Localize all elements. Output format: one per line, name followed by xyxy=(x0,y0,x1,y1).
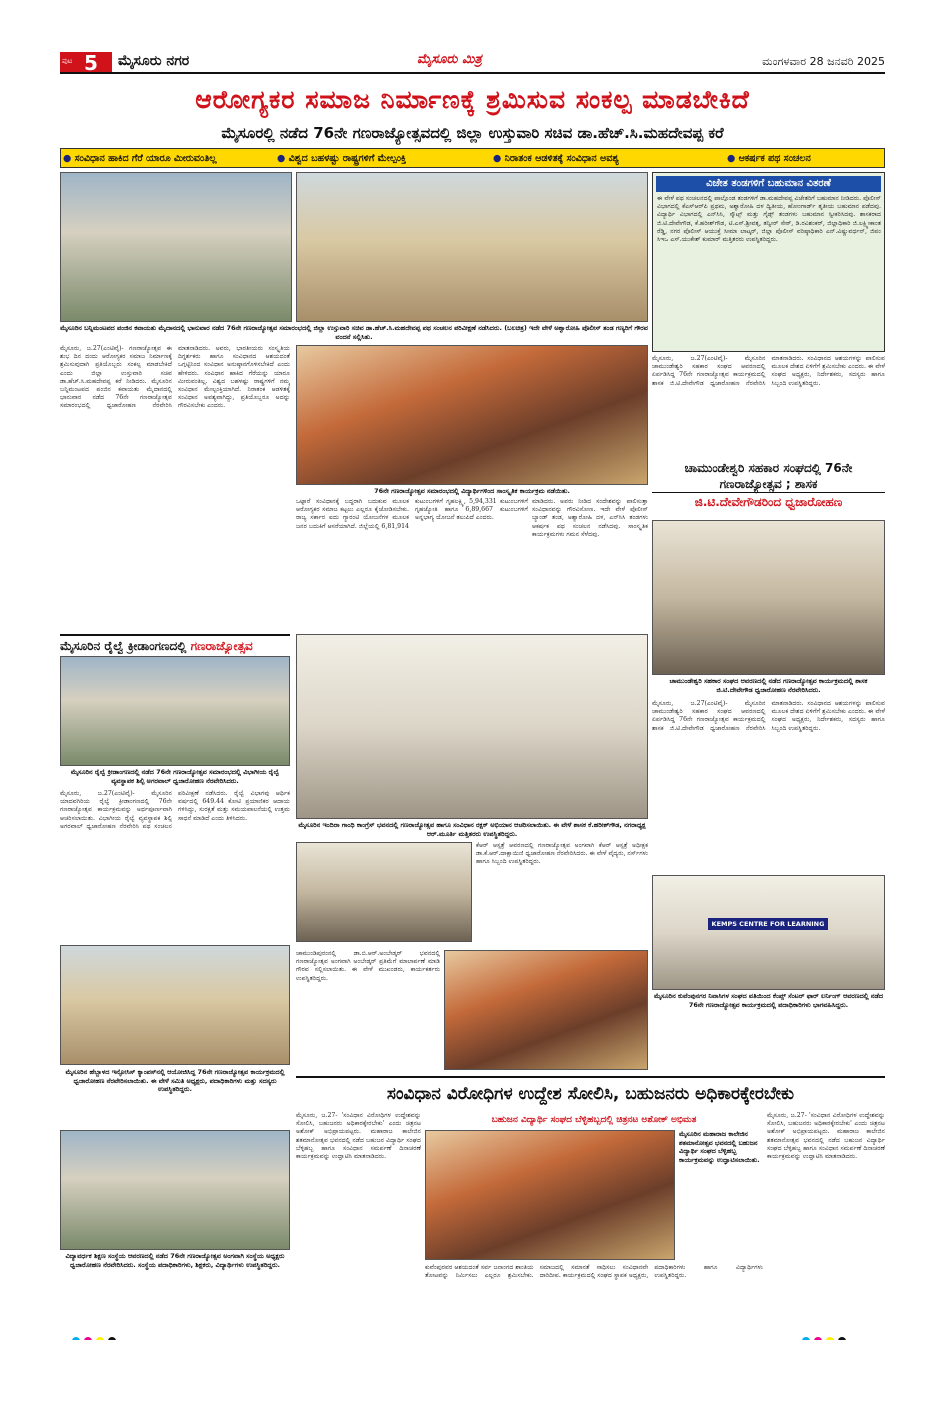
awards-title: ವಿಜೇತ ತಂಡಗಳಿಗೆ ಬಹುಮಾನ ವಿತರಣೆ xyxy=(656,176,881,192)
lead-headline: ಆರೋಗ್ಯಕರ ಸಮಾಜ ನಿರ್ಮಾಣಕ್ಕೆ ಶ್ರಮಿಸುವ ಸಂಕಲ್ಪ ಮಾಡಬೇಕಿದೆ xyxy=(195,85,750,114)
chamundeshwari-caption: ಚಾಮುಂಡೇಶ್ವರಿ ಸಹಕಾರ ಸಂಘದ ಆವರಣದಲ್ಲಿ ನಡೆದ ಗಣರಾಜ್ಯೋತ್ಸವ ಕಾರ್ಯಕ್ರಮದಲ್ಲಿ ಶಾಸಕ ಜಿ.ಟಿ.ದೇವೇಗೌಡ ಧ್ವಜಾರೋಹಣ ನೆರವೇರಿಸಿದರು. xyxy=(669,677,868,694)
railway-headline xyxy=(60,634,290,654)
bullet-dot-icon: ● xyxy=(727,153,736,164)
photo-horse-parade xyxy=(296,172,648,322)
photo-campus-group xyxy=(60,945,290,1065)
railway-headline-red: ಗಣರಾಜ್ಯೋತ್ಸವ xyxy=(190,639,253,653)
chamundeshwari-headline-black: ಚಾಮುಂಡೇಶ್ವರಿ ಸಹಕಾರ ಸಂಘದಲ್ಲಿ 76ನೇ ಗಣರಾಜ್ಯೋತ್ಸವ ; ಶಾಸಕ xyxy=(684,461,853,491)
kemps-caption: ಮೈಸೂರಿನ ಕುವೆಂಪುನಗರ ನಿವಾಸಿಗಳ ಸಂಘದ ವತಿಯಿಂದ ಕೆಂಪ್ಸ್ ಸೆಂಟರ್ ಫಾರ್ ಲರ್ನಿಂಗ್ ಆವರಣದಲ್ಲಿ ನಡೆದ 76ನೇ ಗಣರಾಜ್ಯೋತ್ಸವ ಕಾರ್ಯಕ್ರಮದಲ್ಲಿ ಪದಾಧಿಕಾರಿಗಳು ಭಾಗವಹಿಸಿದ್ದರು. xyxy=(653,992,884,1009)
kemps-sign: KEMPS CENTRE FOR LEARNING xyxy=(708,918,828,930)
bullet-item: ● ನಿರಾತಂಕ ಆಡಳಿತಕ್ಕೆ ಸಂವಿಧಾನ ಅವಶ್ಯ xyxy=(493,153,619,164)
section-title: ಮೈಸೂರು ನಗರ xyxy=(118,53,190,69)
masthead: ಮೈಸೂರು ಮಿತ್ರ xyxy=(417,52,482,67)
chamundeshwari-body: ಮೈಸೂರು, ಜ.27(ಎಂಟಿವೈ)- ಮೈಸೂರಿನ ಚಾಮುಂಡೇಶ್ವರಿ ಸಹಕಾರ ಸಂಘದ ಆವರಣದಲ್ಲಿ ಏರ್ಪಡಿಸಿದ್ದ 76ನೇ ಗಣರಾಜ್ಯೋತ್ಸವ ಕಾರ್ಯಕ್ರಮದಲ್ಲಿ ಶಾಸಕ ಜಿ.ಟಿ.ದೇವೇಗೌಡ ಧ್ವಜಾರೋಹಣ ನೆರವೇರಿಸಿ ಮಾತನಾಡಿದರು. ಸಂವಿಧಾನದ ಆಶಯಗಳನ್ನು ಪಾಲಿಸುವ ಮೂಲಕ ದೇಶದ ಏಳಿಗೆಗೆ ಶ್ರಮಿಸಬೇಕು ಎಂದರು. ಈ ವೇಳೆ ಸಂಘದ ಅಧ್ಯಕ್ಷರು, ನಿರ್ದೇಶಕರು, ಸದಸ್ಯರು ಹಾಗೂ ಸಿಬ್ಬಂದಿ ಉಪಸ್ಥಿತರಿದ್ದರು. xyxy=(652,700,885,732)
bullet-strip xyxy=(60,148,885,168)
hospital-text: ಕೆಆರ್ ಆಸ್ಪತ್ರೆ ಆವರಣದಲ್ಲಿ ಗಣರಾಜ್ಯೋತ್ಸವ ಅಂಗವಾಗಿ ಕೆಆರ್ ಆಸ್ಪತ್ರೆ ಅಧೀಕ್ಷಕ ಡಾ.ಕೆ.ಆರ್.ದಾಕ್ಷಾಯಿಣಿ ಧ್ವಜಾರೋಹಣ ನೆರವೇರಿಸಿದರು. ಈ ವೇಳೆ ವೈದ್ಯರು, ನರ್ಸ್‌ಗಳು ಹಾಗೂ ಸಿಬ್ಬಂದಿ ಉಪಸ್ಥಿತರಿದ್ದರು. xyxy=(476,842,648,866)
bullet-dot-icon: ● xyxy=(63,153,72,164)
cultural-caption: 76ನೇ ಗಣರಾಜ್ಯೋತ್ಸವ ಸಮಾರಂಭದಲ್ಲಿ ವಿದ್ಯಾರ್ಥಿಗಳಿಂದ ಸಾಂಸ್ಕೃತಿಕ ಕಾರ್ಯಕ್ರಮ ನಡೆಯಿತು. xyxy=(374,487,570,495)
awards-body: ಈ ವೇಳೆ ಪಥ ಸಂಚಲನದಲ್ಲಿ ಪಾಲ್ಗೊಂಡ ತಂಡಗಳಿಗೆ ಡಾ.ಮಹದೇವಪ್ಪ ವಿಜೇತರಿಗೆ ಬಹುಮಾನ ನೀಡಿದರು. ಪೊಲೀಸ್ ವಿಭಾಗದಲ್ಲಿ ಕೆಎಸ್‌ಆರ್‌ಪಿ ಪ್ರಥಮ, ಅಶ್ವಾರೋಹಿ ದಳ ದ್ವಿತೀಯ, ಹೋಂಗಾರ್ಡ್ ತೃತೀಯ ಬಹುಮಾನ ಪಡೆದವು. ವಿದ್ಯಾರ್ಥಿ ವಿಭಾಗದಲ್ಲಿ ಎನ್‌ಸಿಸಿ, ಸ್ಕೌಟ್ಸ್ ಮತ್ತು ಗೈಡ್ಸ್ ತಂಡಗಳು ಬಹುಮಾನ ಸ್ವೀಕರಿಸಿದವು. ಶಾಸಕರಾದ ಜಿ.ಟಿ.ದೇವೇಗೌಡ, ಕೆ.ಹರೀಶ್‌ಗೌಡ, ಟಿ.ಎಸ್.ಶ್ರೀವತ್ಸ, ತನ್ವೀರ್ ಸೇಠ್, ಡಿ.ರವಿಶಂಕರ್, ಜಿಲ್ಲಾಧಿಕಾರಿ ಜಿ.ಲಕ್ಷ್ಮೀಕಾಂತ ರೆಡ್ಡಿ, ನಗರ ಪೊಲೀಸ್ ಆಯುಕ್ತೆ ಸೀಮಾ ಲಾಟ್ಕರ್, ಜಿಲ್ಲಾ ಪೊಲೀಸ್ ವರಿಷ್ಠಾಧಿಕಾರಿ ಎನ್.ವಿಷ್ಣುವರ್ಧನ್, ಜಿಪಂ ಸಿಇಒ ಎಸ್.ಯುಕೇಶ್ ಕುಮಾರ್ ಮತ್ತಿತರರು ಉಪಸ್ಥಿತರಿದ್ದರು. xyxy=(657,195,881,244)
photo-kemps-centre xyxy=(652,875,885,990)
registration-marks-right xyxy=(800,1330,880,1340)
photo-ashok-event xyxy=(425,1130,675,1260)
bullet-dot-icon: ● xyxy=(277,153,286,164)
bullet-item: ● ಆಕರ್ಷಕ ಪಥ ಸಂಚಲನ xyxy=(727,153,811,164)
page-number-box xyxy=(60,52,112,72)
photo-ambedkar-tribute xyxy=(444,950,648,1070)
bullet-item: ● ಸಂವಿಧಾನ ಹಾಕಿದ ಗೆರೆ ಯಾರೂ ಮೀರುವಂತಿಲ್ಲ xyxy=(63,153,217,164)
ambedkar-text: ಚಾಮುಂಡಿಪುರಂನಲ್ಲಿ ಡಾ.ಬಿ.ಆರ್.ಅಂಬೇಡ್ಕರ್ ಭವನದಲ್ಲಿ ಗಣರಾಜ್ಯೋತ್ಸವ ಅಂಗವಾಗಿ ಅಂಬೇಡ್ಕರ್ ಪ್ರತಿಮೆಗೆ ಮಾಲಾರ್ಪಣೆ ಮಾಡಿ ಗೌರವ ಸಲ್ಲಿಸಲಾಯಿತು. ಈ ವೇಳೆ ಮುಖಂಡರು, ಕಾರ್ಯಕರ್ತರು ಉಪಸ್ಥಿತರಿದ್ದರು. xyxy=(296,950,440,982)
page-label: ಪುಟ xyxy=(62,57,73,65)
bottom-headline: ಸಂವಿಧಾನ ವಿರೋಧಿಗಳ ಉದ್ದೇಶ ಸೋಲಿಸಿ, ಬಹುಜನರು ಅಧಿಕಾರಕ್ಕೇರಬೇಕು xyxy=(296,1076,885,1108)
bottom-body-mid: ಕುವೆಂಪುರವರ ಆಶಯದಂತೆ ಸರ್ವ ಜನಾಂಗದ ಶಾಂತಿಯ ತೋಟವನ್ನು ನಿರ್ಮಿಸಲು ಎಲ್ಲರೂ ಶ್ರಮಿಸಬೇಕು. ಸಮಾಜದಲ್ಲಿ ಸಮಾನತೆ ಸಾಧಿಸಲು ಸಂವಿಧಾನವೇ ದಾರಿದೀಪ. ಕಾರ್ಯಕ್ರಮದಲ್ಲಿ ಸಂಘದ ಸ್ಥಾಪಕ ಅಧ್ಯಕ್ಷರು, ಪದಾಧಿಕಾರಿಗಳು ಹಾಗೂ ವಿದ್ಯಾರ್ಥಿಗಳು ಉಪಸ್ಥಿತರಿದ್ದರು. xyxy=(425,1264,763,1280)
railway-caption: ಮೈಸೂರಿನ ರೈಲ್ವೆ ಕ್ರೀಡಾಂಗಣದಲ್ಲಿ ನಡೆದ 76ನೇ ಗಣರಾಜ್ಯೋತ್ಸವ ಸಮಾರಂಭದಲ್ಲಿ ವಿಭಾಗೀಯ ರೈಲ್ವೆ ವ್ಯವಸ್ಥಾಪಕ ಶಿಲ್ಪಿ ಅಗರವಾಲ್ ಧ್ವಜಾರೋಹಣ ನೆರವೇರಿಸಿದರು. xyxy=(70,768,280,785)
campus-caption: ಮೈಸೂರಿನ ಹೆಬ್ಬಾಳದ ಇನ್ಫೋಸಿಸ್ ಕ್ಯಾಂಪಸ್‌ನಲ್ಲಿ ಆಯೋಜಿಸಿದ್ದ 76ನೇ ಗಣರಾಜ್ಯೋತ್ಸವ ಕಾರ್ಯಕ್ರಮದಲ್ಲಿ ಧ್ವಜಾರೋಹಣ ನೆರವೇರಿಸಲಾಯಿತು. ಈ ವೇಳೆ ಸಮಿತಿ ಅಧ್ಯಕ್ಷರು, ಪದಾಧಿಕಾರಿಗಳು ಮತ್ತು ಸದಸ್ಯರು ಉಪಸ್ಥಿತರಿದ್ದರು. xyxy=(65,1068,285,1093)
railway-body: ಮೈಸೂರು, ಜ.27(ಎಂಟಿವೈ)- ಮೈಸೂರಿನ ಯಾದವಗಿರಿಯ ರೈಲ್ವೆ ಕ್ರೀಡಾಂಗಣದಲ್ಲಿ 76ನೇ ಗಣರಾಜ್ಯೋತ್ಸವ ಕಾರ್ಯಕ್ರಮವನ್ನು ಅರ್ಥಪೂರ್ಣವಾಗಿ ಆಚರಿಸಲಾಯಿತು. ವಿಭಾಗೀಯ ರೈಲ್ವೆ ವ್ಯವಸ್ಥಾಪಕ ಶಿಲ್ಪಿ ಅಗರವಾಲ್ ಧ್ವಜಾರೋಹಣ ನೆರವೇರಿಸಿ ಪಥ ಸಂಚಲನ ಪರಿವೀಕ್ಷಣೆ ನಡೆಸಿದರು. ರೈಲ್ವೆ ವಿಭಾಗವು ಆರ್ಥಿಕ ವರ್ಷದಲ್ಲಿ 649.44 ಕೋಟಿ ಪ್ರಯಾಣಿಕರ ಆದಾಯ ಗಳಿಸಿದ್ದು, ಸುರಕ್ಷತೆ ಮತ್ತು ಸಮಯಪಾಲನೆಯಲ್ಲಿ ಉತ್ತಮ ಸಾಧನೆ ಮಾಡಿದೆ ಎಂದು ತಿಳಿಸಿದರು. xyxy=(60,790,290,830)
congress-caption: ಮೈಸೂರಿನ ಇಂದಿರಾ ಗಾಂಧಿ ಕಾಂಗ್ರೆಸ್ ಭವನದಲ್ಲಿ ಗಣರಾಜ್ಯೋತ್ಸವ ಹಾಗೂ ಸಂವಿಧಾನ ರಕ್ಷಕ್ ಅಭಿಯಾನ ಆಚರಿಸಲಾಯಿತು. ಈ ವೇಳೆ ಶಾಸಕ ಕೆ.ಹರೀಶ್‌ಗೌಡ, ನಗರಾಧ್ಯಕ್ಷ ಆರ್.ಮೂರ್ತಿ ಮತ್ತಿತರರು ಉಪಸ್ಥಿತರಿದ್ದರು. xyxy=(298,821,646,838)
middle-col2-body: ಒಟ್ಟಾರೆ ಸಂವಿಧಾನಕ್ಕೆ ಬದ್ಧರಾಗಿ ಬದುಕುವ ಮೂಲಕ ಆರೋಗ್ಯಕರ ಸಮಾಜ ಕಟ್ಟಲು ಎಲ್ಲರೂ ಕೈಜೋಡಿಸಬೇಕು. ರಾಜ್ಯ ಸರ್ಕಾರ ಐದು ಗ್ಯಾರಂಟಿ ಯೋಜನೆಗಳ ಮೂಲಕ ಜನರ ಬದುಕಿಗೆ ಆಸರೆಯಾಗಿದೆ. ಜಿಲ್ಲೆಯಲ್ಲಿ 6,81,914 ಕುಟುಂಬಗಳಿಗೆ ಗೃಹಲಕ್ಷ್ಮಿ, 5,94,331 ಕುಟುಂಬಗಳಿಗೆ ಗೃಹಜ್ಯೋತಿ ಹಾಗೂ 6,89,667 ಕುಟುಂಬಗಳಿಗೆ ಅನ್ನಭಾಗ್ಯ ಯೋಜನೆ ತಲುಪಿದೆ ಎಂದರು. xyxy=(296,498,528,530)
photo-hospital-flag xyxy=(296,842,472,942)
page-header xyxy=(60,50,885,74)
photo-cultural-dance xyxy=(296,345,648,485)
photo-minister-jeep xyxy=(60,172,292,322)
photo-chamundeshwari-flag xyxy=(652,520,885,675)
photo-congress-event xyxy=(296,634,648,819)
lead-body: ಮೈಸೂರು, ಜ.27(ಎಂಟಿವೈ)- ಗಣರಾಜ್ಯೋತ್ಸವ ಈ ಶುಭ ದಿನ ದಂದು ಆರೋಗ್ಯಕರ ಸಮಾಜ ನಿರ್ಮಾಣಕ್ಕೆ ಶ್ರಮಿಸುವುದಾಗಿ ಪ್ರತಿಯೊಬ್ಬರು ಸಂಕಲ್ಪ ಮಾಡಬೇಕಿದೆ ಎಂದು ಜಿಲ್ಲಾ ಉಸ್ತುವಾರಿ ಸಚಿವ ಡಾ.ಹೆಚ್.ಸಿ.ಮಹದೇವಪ್ಪ ಕರೆ ನೀಡಿದರು. ಮೈಸೂರಿನ ಬನ್ನಿಮಂಟಪದ ಪಂಜಿನ ಕವಾಯತು ಮೈದಾನದಲ್ಲಿ ಭಾನುವಾರ ನಡೆದ 76ನೇ ಗಣರಾಜ್ಯೋತ್ಸವ ಸಮಾರಂಭದಲ್ಲಿ ಧ್ವಜಾರೋಹಣ ನೆರವೇರಿಸಿ ಮಾತನಾಡಿದರು. ಅವರು, ಭಾರತೀಯರು ಸಂಸ್ಕೃತಿಯ ದಿಗ್ದರ್ಶಕರು ಹಾಗೂ ಸಂವಿಧಾನದ ಆಶಯದಂತೆ ಒಗ್ಗಟ್ಟಿನಿಂದ ಸಂವಿಧಾನ ಅನುಷ್ಠಾನಗೊಳಿಸಬೇಕಿದೆ ಎಂದು ಹೇಳಿದರು. ಸಂವಿಧಾನ ಹಾಕಿದ ಗೆರೆಯನ್ನು ಯಾರೂ ಮೀರುವಂತಿಲ್ಲ. ವಿಶ್ವದ ಬಹಳಷ್ಟು ರಾಷ್ಟ್ರಗಳಿಗೆ ನಮ್ಮ ಸಂವಿಧಾನ ಮೇಲ್ಪಂಕ್ತಿಯಾಗಿದೆ. ನಿರಾತಂಕ ಆಡಳಿತಕ್ಕೆ ಸಂವಿಧಾನ ಅವಶ್ಯವಾಗಿದ್ದು, ಪ್ರತಿಯೊಬ್ಬರೂ ಅದನ್ನು ಗೌರವಿಸಬೇಕು ಎಂದರು. xyxy=(60,345,290,410)
lead-subheadline: ಮೈಸೂರಲ್ಲಿ ನಡೆದ 76ನೇ ಗಣರಾಜ್ಯೋತ್ಸವದಲ್ಲಿ ಜಿಲ್ಲಾ ಉಸ್ತುವಾರಿ ಸಚಿವ ಡಾ.ಹೆಚ್.ಸಿ.ಮಹದೇವಪ್ಪ ಕರೆ xyxy=(221,124,724,142)
bullet-dot-icon: ● xyxy=(493,153,502,164)
bottom-subheadline: ಬಹುಜನ ವಿದ್ಯಾರ್ಥಿ ಸಂಘದ ಬೆಳ್ಳಿಹಬ್ಬದಲ್ಲಿ ಚಿತ್ರನಟ ಅಶೋಕ್ ಅಭಿಮತ xyxy=(491,1115,697,1125)
photo-railway-parade xyxy=(60,656,290,766)
issue-date: ಮಂಗಳವಾರ 28 ಜನವರಿ 2025 xyxy=(762,55,885,68)
middle-col3-body: ಮಾಡಿದರು. ಅವರು ನೀಡಿದ ಸಂದೇಶವನ್ನು ಪಾಲಿಸುತ್ತಾ ಸಂವಿಧಾನವನ್ನು ಗೌರವಿಸೋಣ. ಇದೇ ವೇಳೆ ಪೊಲೀಸ್ ಬ್ಯಾಂಡ್ ತಂಡ, ಅಶ್ವಾರೋಹಿ ದಳ, ಎನ್‌ಸಿಸಿ ತಂಡಗಳು ಆಕರ್ಷಕ ಪಥ ಸಂಚಲನ ನಡೆಸಿದವು. ಸಾಂಸ್ಕೃತಿಕ ಕಾರ್ಯಕ್ರಮಗಳು ಗಮನ ಸೆಳೆದವು. xyxy=(532,498,648,538)
bottom-body-left: ಮೈಸೂರು, ಜ.27- 'ಸಂವಿಧಾನ ವಿರೋಧಿಗಳ ಉದ್ದೇಶವನ್ನು ಸೋಲಿಸಿ, ಬಹುಜನರು ಅಧಿಕಾರಕ್ಕೇರಬೇಕು' ಎಂದು ಚಿತ್ರನಟ ಅಶೋಕ್ ಅಭಿಪ್ರಾಯಪಟ್ಟರು. ಮಹಾರಾಜ ಕಾಲೇಜಿನ ಶತಮಾನೋತ್ಸವ ಭವನದಲ್ಲಿ ನಡೆದ ಬಹುಜನ ವಿದ್ಯಾರ್ಥಿ ಸಂಘದ ಬೆಳ್ಳಿಹಬ್ಬ ಹಾಗೂ ಸಂವಿಧಾನ ಸಮರ್ಪಣೆ ದಿನಾಚರಣೆ ಕಾರ್ಯಕ್ರಮವನ್ನು ಉದ್ಘಾಟಿಸಿ ಮಾತನಾಡಿದರು. xyxy=(296,1112,421,1161)
railway-headline-black: ಮೈಸೂರಿನ ರೈಲ್ವೆ ಕ್ರೀಡಾಂಗಣದಲ್ಲಿ xyxy=(60,639,187,653)
page-number: 5 xyxy=(84,52,98,72)
photo-school-salute xyxy=(60,1130,290,1250)
bullet-item: ● ವಿಶ್ವದ ಬಹಳಷ್ಟು ರಾಷ್ಟ್ರಗಳಿಗೆ ಮೇಲ್ಪಂಕ್ತಿ xyxy=(277,153,407,164)
school-caption: ವಿದ್ಯಾವರ್ಧಕ ಶಿಕ್ಷಣ ಸಂಸ್ಥೆಯ ಆವರಣದಲ್ಲಿ ನಡೆದ 76ನೇ ಗಣರಾಜ್ಯೋತ್ಸವ ಅಂಗವಾಗಿ ಸಂಸ್ಥೆಯ ಅಧ್ಯಕ್ಷರು ಧ್ವಜಾರೋಹಣ ನೆರವೇರಿಸಿದರು. ಸಂಸ್ಥೆಯ ಪದಾಧಿಕಾರಿಗಳು, ಶಿಕ್ಷಕರು, ವಿದ್ಯಾರ್ಥಿಗಳು ಉಪಸ್ಥಿತರಿದ್ದರು. xyxy=(65,1252,285,1269)
lead-photo-caption: ಮೈಸೂರಿನ ಬನ್ನಿಮಂಟಪದ ಪಂಜಿನ ಕವಾಯತು ಮೈದಾನದಲ್ಲಿ ಭಾನುವಾರ ನಡೆದ 76ನೇ ಗಣರಾಜ್ಯೋತ್ಸವ ಸಮಾರಂಭದಲ್ಲಿ ಜಿಲ್ಲಾ ಉಸ್ತುವಾರಿ ಸಚಿವ ಡಾ.ಹೆಚ್.ಸಿ.ಮಹದೇವಪ್ಪ ಪಥ ಸಂಚಲನ ಪರಿವೀಕ್ಷಣೆ ನಡೆಸಿದರು. (ಬಲಚಿತ್ರ) ಇದೇ ವೇಳೆ ಅಶ್ವಾರೋಹಿ ಪೊಲೀಸ್ ತಂಡ ಗಣ್ಯರಿಗೆ ಗೌರವ ವಂದನೆ ಸಲ್ಲಿಸಿತು. xyxy=(60,324,648,341)
chamundeshwari-headline xyxy=(652,460,885,516)
awards-continued: ಮೈಸೂರು, ಜ.27(ಎಂಟಿವೈ)- ಮೈಸೂರಿನ ಚಾಮುಂಡೇಶ್ವರಿ ಸಹಕಾರ ಸಂಘದ ಆವರಣದಲ್ಲಿ ಏರ್ಪಡಿಸಿದ್ದ 76ನೇ ಗಣರಾಜ್ಯೋತ್ಸವ ಕಾರ್ಯಕ್ರಮದಲ್ಲಿ ಶಾಸಕ ಜಿ.ಟಿ.ದೇವೇಗೌಡ ಧ್ವಜಾರೋಹಣ ನೆರವೇರಿಸಿ ಮಾತನಾಡಿದರು. ಸಂವಿಧಾನದ ಆಶಯಗಳನ್ನು ಪಾಲಿಸುವ ಮೂಲಕ ದೇಶದ ಏಳಿಗೆಗೆ ಶ್ರಮಿಸಬೇಕು ಎಂದರು. ಈ ವೇಳೆ ಸಂಘದ ಅಧ್ಯಕ್ಷರು, ನಿರ್ದೇಶಕರು, ಸದಸ್ಯರು ಹಾಗೂ ಸಿಬ್ಬಂದಿ ಉಪಸ್ಥಿತರಿದ್ದರು. xyxy=(652,355,885,387)
chamundeshwari-headline-red: ಜಿ.ಟಿ.ದೇವೇಗೌಡರಿಂದ ಧ್ವಜಾರೋಹಣ xyxy=(652,492,885,511)
registration-marks-left xyxy=(70,1330,150,1340)
bottom-body-right: ಮೈಸೂರು, ಜ.27- 'ಸಂವಿಧಾನ ವಿರೋಧಿಗಳ ಉದ್ದೇಶವನ್ನು ಸೋಲಿಸಿ, ಬಹುಜನರು ಅಧಿಕಾರಕ್ಕೇರಬೇಕು' ಎಂದು ಚಿತ್ರನಟ ಅಶೋಕ್ ಅಭಿಪ್ರಾಯಪಟ್ಟರು. ಮಹಾರಾಜ ಕಾಲೇಜಿನ ಶತಮಾನೋತ್ಸವ ಭವನದಲ್ಲಿ ನಡೆದ ಬಹುಜನ ವಿದ್ಯಾರ್ಥಿ ಸಂಘದ ಬೆಳ್ಳಿಹಬ್ಬ ಹಾಗೂ ಸಂವಿಧಾನ ಸಮರ್ಪಣೆ ದಿನಾಚರಣೆ ಕಾರ್ಯಕ್ರಮವನ್ನು ಉದ್ಘಾಟಿಸಿ ಮಾತನಾಡಿದರು. xyxy=(767,1112,885,1161)
awards-box xyxy=(652,172,885,352)
bottom-side-caption: ಮೈಸೂರಿನ ಮಹಾರಾಜ ಕಾಲೇಜಿನ ಶತಮಾನೋತ್ಸವ ಭವನದಲ್ಲಿ ಬಹುಜನ ವಿದ್ಯಾರ್ಥಿ ಸಂಘದ ಬೆಳ್ಳಿಹಬ್ಬ ಕಾರ್ಯಕ್ರಮವನ್ನು ಉದ್ಘಾಟಿಸಲಾಯಿತು. xyxy=(679,1130,760,1164)
